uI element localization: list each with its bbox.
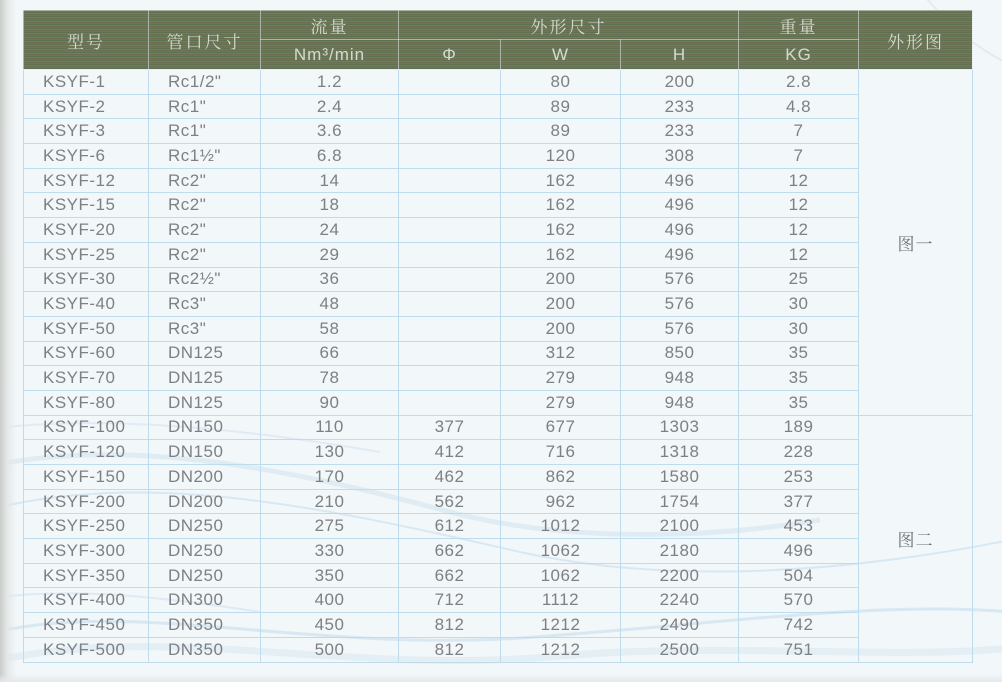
- flow-cell: 48: [261, 292, 399, 317]
- header-weight-unit: KG: [739, 40, 859, 70]
- table-row: [24, 144, 973, 169]
- model-cell: KSYF-100: [24, 415, 149, 440]
- h-cell: 200: [621, 70, 739, 95]
- kg-cell: 453: [739, 514, 859, 539]
- model-cell: KSYF-200: [24, 489, 149, 514]
- model-cell: KSYF-250: [24, 514, 149, 539]
- kg-cell: 570: [739, 588, 859, 613]
- pipe-size-cell: DN150: [149, 440, 261, 465]
- pipe-size-cell: Rc2": [149, 168, 261, 193]
- table-row: [24, 489, 973, 514]
- kg-cell: 496: [739, 539, 859, 564]
- phi-cell: 412: [399, 440, 501, 465]
- h-cell: 496: [621, 242, 739, 267]
- table-row: [24, 415, 973, 440]
- phi-cell: [399, 242, 501, 267]
- table-row: [24, 168, 973, 193]
- phi-cell: [399, 144, 501, 169]
- w-cell: 1062: [501, 539, 621, 564]
- kg-cell: 742: [739, 613, 859, 638]
- kg-cell: 377: [739, 489, 859, 514]
- w-cell: 162: [501, 168, 621, 193]
- header-dimensions: 外形尺寸: [399, 11, 739, 40]
- kg-cell: 35: [739, 390, 859, 415]
- header-model: 型号: [24, 11, 149, 70]
- kg-cell: 189: [739, 415, 859, 440]
- phi-cell: 812: [399, 637, 501, 662]
- pipe-size-cell: DN350: [149, 613, 261, 638]
- pipe-size-cell: Rc2": [149, 218, 261, 243]
- w-cell: 162: [501, 218, 621, 243]
- spec-table: [23, 10, 973, 663]
- w-cell: 1062: [501, 563, 621, 588]
- kg-cell: 2.8: [739, 70, 859, 95]
- w-cell: 162: [501, 193, 621, 218]
- table-row: [24, 94, 973, 119]
- flow-cell: 3.6: [261, 119, 399, 144]
- h-cell: 1754: [621, 489, 739, 514]
- pipe-size-cell: DN350: [149, 637, 261, 662]
- w-cell: 89: [501, 94, 621, 119]
- pipe-size-cell: Rc3": [149, 292, 261, 317]
- model-cell: KSYF-12: [24, 168, 149, 193]
- h-cell: 308: [621, 144, 739, 169]
- flow-cell: 210: [261, 489, 399, 514]
- h-cell: 2200: [621, 563, 739, 588]
- phi-cell: 462: [399, 465, 501, 490]
- kg-cell: 25: [739, 267, 859, 292]
- w-cell: 89: [501, 119, 621, 144]
- h-cell: 233: [621, 119, 739, 144]
- flow-cell: 36: [261, 267, 399, 292]
- w-cell: 80: [501, 70, 621, 95]
- header-flow-unit: Nm³/min: [261, 40, 399, 70]
- table-row: [24, 267, 973, 292]
- model-cell: KSYF-40: [24, 292, 149, 317]
- pipe-size-cell: DN250: [149, 563, 261, 588]
- pipe-size-cell: Rc2½": [149, 267, 261, 292]
- pipe-size-cell: DN125: [149, 341, 261, 366]
- h-cell: 2100: [621, 514, 739, 539]
- table-row: [24, 465, 973, 490]
- pipe-size-cell: Rc1": [149, 119, 261, 144]
- model-cell: KSYF-1: [24, 70, 149, 95]
- phi-cell: [399, 218, 501, 243]
- h-cell: 850: [621, 341, 739, 366]
- phi-cell: 562: [399, 489, 501, 514]
- phi-cell: [399, 267, 501, 292]
- phi-cell: [399, 316, 501, 341]
- flow-cell: 24: [261, 218, 399, 243]
- spec-table-header: [24, 11, 973, 70]
- w-cell: 162: [501, 242, 621, 267]
- w-cell: 716: [501, 440, 621, 465]
- table-row: [24, 390, 973, 415]
- flow-cell: 400: [261, 588, 399, 613]
- scan-edge-shadow: [0, 0, 16, 682]
- model-cell: KSYF-350: [24, 563, 149, 588]
- w-cell: 200: [501, 316, 621, 341]
- model-cell: KSYF-2: [24, 94, 149, 119]
- pipe-size-cell: DN200: [149, 465, 261, 490]
- header-phi: Φ: [399, 40, 501, 70]
- flow-cell: 58: [261, 316, 399, 341]
- phi-cell: [399, 193, 501, 218]
- phi-cell: 377: [399, 415, 501, 440]
- phi-cell: [399, 366, 501, 391]
- w-cell: 677: [501, 415, 621, 440]
- h-cell: 1580: [621, 465, 739, 490]
- model-cell: KSYF-70: [24, 366, 149, 391]
- w-cell: 279: [501, 390, 621, 415]
- header-outline: 外形图: [859, 11, 973, 70]
- flow-cell: 500: [261, 637, 399, 662]
- table-row: [24, 70, 973, 95]
- flow-cell: 90: [261, 390, 399, 415]
- h-cell: 496: [621, 218, 739, 243]
- model-cell: KSYF-120: [24, 440, 149, 465]
- pipe-size-cell: DN250: [149, 514, 261, 539]
- w-cell: 279: [501, 366, 621, 391]
- phi-cell: [399, 119, 501, 144]
- phi-cell: [399, 70, 501, 95]
- h-cell: 2240: [621, 588, 739, 613]
- w-cell: 1112: [501, 588, 621, 613]
- h-cell: 576: [621, 292, 739, 317]
- spec-table-body: [24, 70, 973, 663]
- model-cell: KSYF-20: [24, 218, 149, 243]
- flow-cell: 330: [261, 539, 399, 564]
- header-weight: 重量: [739, 11, 859, 40]
- table-row: [24, 366, 973, 391]
- table-row: [24, 292, 973, 317]
- h-cell: 2180: [621, 539, 739, 564]
- phi-cell: 662: [399, 539, 501, 564]
- flow-cell: 6.8: [261, 144, 399, 169]
- pipe-size-cell: DN250: [149, 539, 261, 564]
- header-h: H: [621, 40, 739, 70]
- pipe-size-cell: DN125: [149, 390, 261, 415]
- phi-cell: 662: [399, 563, 501, 588]
- model-cell: KSYF-15: [24, 193, 149, 218]
- phi-cell: 812: [399, 613, 501, 638]
- pipe-size-cell: DN300: [149, 588, 261, 613]
- model-cell: KSYF-450: [24, 613, 149, 638]
- flow-cell: 1.2: [261, 70, 399, 95]
- table-row: [24, 341, 973, 366]
- h-cell: 1318: [621, 440, 739, 465]
- h-cell: 496: [621, 168, 739, 193]
- model-cell: KSYF-60: [24, 341, 149, 366]
- kg-cell: 12: [739, 168, 859, 193]
- w-cell: 1212: [501, 613, 621, 638]
- model-cell: KSYF-50: [24, 316, 149, 341]
- table-row: [24, 637, 973, 662]
- table-row: [24, 613, 973, 638]
- table-row: [24, 514, 973, 539]
- phi-cell: [399, 292, 501, 317]
- table-row: [24, 440, 973, 465]
- flow-cell: 350: [261, 563, 399, 588]
- table-row: [24, 316, 973, 341]
- phi-cell: [399, 341, 501, 366]
- flow-cell: 450: [261, 613, 399, 638]
- pipe-size-cell: DN150: [149, 415, 261, 440]
- model-cell: KSYF-150: [24, 465, 149, 490]
- w-cell: 200: [501, 292, 621, 317]
- h-cell: 2500: [621, 637, 739, 662]
- h-cell: 233: [621, 94, 739, 119]
- h-cell: 576: [621, 316, 739, 341]
- outline-figure-cell: 图二: [859, 415, 973, 662]
- kg-cell: 35: [739, 341, 859, 366]
- phi-cell: 612: [399, 514, 501, 539]
- header-pipe-size: 管口尺寸: [149, 11, 261, 70]
- pipe-size-cell: Rc2": [149, 193, 261, 218]
- phi-cell: [399, 390, 501, 415]
- phi-cell: [399, 168, 501, 193]
- flow-cell: 14: [261, 168, 399, 193]
- phi-cell: 712: [399, 588, 501, 613]
- header-w: W: [501, 40, 621, 70]
- kg-cell: 30: [739, 316, 859, 341]
- h-cell: 576: [621, 267, 739, 292]
- pipe-size-cell: Rc2": [149, 242, 261, 267]
- w-cell: 962: [501, 489, 621, 514]
- w-cell: 200: [501, 267, 621, 292]
- table-row: [24, 563, 973, 588]
- flow-cell: 29: [261, 242, 399, 267]
- model-cell: KSYF-25: [24, 242, 149, 267]
- h-cell: 1303: [621, 415, 739, 440]
- model-cell: KSYF-3: [24, 119, 149, 144]
- pipe-size-cell: Rc1½": [149, 144, 261, 169]
- flow-cell: 18: [261, 193, 399, 218]
- w-cell: 1212: [501, 637, 621, 662]
- kg-cell: 7: [739, 119, 859, 144]
- kg-cell: 12: [739, 193, 859, 218]
- outline-figure-cell: 图一: [859, 70, 973, 416]
- h-cell: 948: [621, 390, 739, 415]
- kg-cell: 7: [739, 144, 859, 169]
- kg-cell: 228: [739, 440, 859, 465]
- pipe-size-cell: Rc1": [149, 94, 261, 119]
- kg-cell: 751: [739, 637, 859, 662]
- kg-cell: 504: [739, 563, 859, 588]
- model-cell: KSYF-400: [24, 588, 149, 613]
- flow-cell: 170: [261, 465, 399, 490]
- table-row: [24, 242, 973, 267]
- h-cell: 2490: [621, 613, 739, 638]
- w-cell: 1012: [501, 514, 621, 539]
- kg-cell: 4.8: [739, 94, 859, 119]
- h-cell: 948: [621, 366, 739, 391]
- model-cell: KSYF-80: [24, 390, 149, 415]
- flow-cell: 275: [261, 514, 399, 539]
- w-cell: 312: [501, 341, 621, 366]
- w-cell: 120: [501, 144, 621, 169]
- table-row: [24, 218, 973, 243]
- flow-cell: 78: [261, 366, 399, 391]
- model-cell: KSYF-500: [24, 637, 149, 662]
- model-cell: KSYF-30: [24, 267, 149, 292]
- phi-cell: [399, 94, 501, 119]
- flow-cell: 2.4: [261, 94, 399, 119]
- scan-edge-shadow-bottom: [0, 674, 1002, 682]
- pipe-size-cell: Rc3": [149, 316, 261, 341]
- pipe-size-cell: DN200: [149, 489, 261, 514]
- header-flow: 流量: [261, 11, 399, 40]
- kg-cell: 35: [739, 366, 859, 391]
- flow-cell: 66: [261, 341, 399, 366]
- pipe-size-cell: DN125: [149, 366, 261, 391]
- pipe-size-cell: Rc1/2": [149, 70, 261, 95]
- table-row: [24, 588, 973, 613]
- model-cell: KSYF-300: [24, 539, 149, 564]
- table-row: [24, 193, 973, 218]
- h-cell: 496: [621, 193, 739, 218]
- table-row: [24, 539, 973, 564]
- flow-cell: 130: [261, 440, 399, 465]
- kg-cell: 12: [739, 242, 859, 267]
- kg-cell: 12: [739, 218, 859, 243]
- flow-cell: 110: [261, 415, 399, 440]
- table-row: [24, 119, 973, 144]
- kg-cell: 30: [739, 292, 859, 317]
- kg-cell: 253: [739, 465, 859, 490]
- model-cell: KSYF-6: [24, 144, 149, 169]
- w-cell: 862: [501, 465, 621, 490]
